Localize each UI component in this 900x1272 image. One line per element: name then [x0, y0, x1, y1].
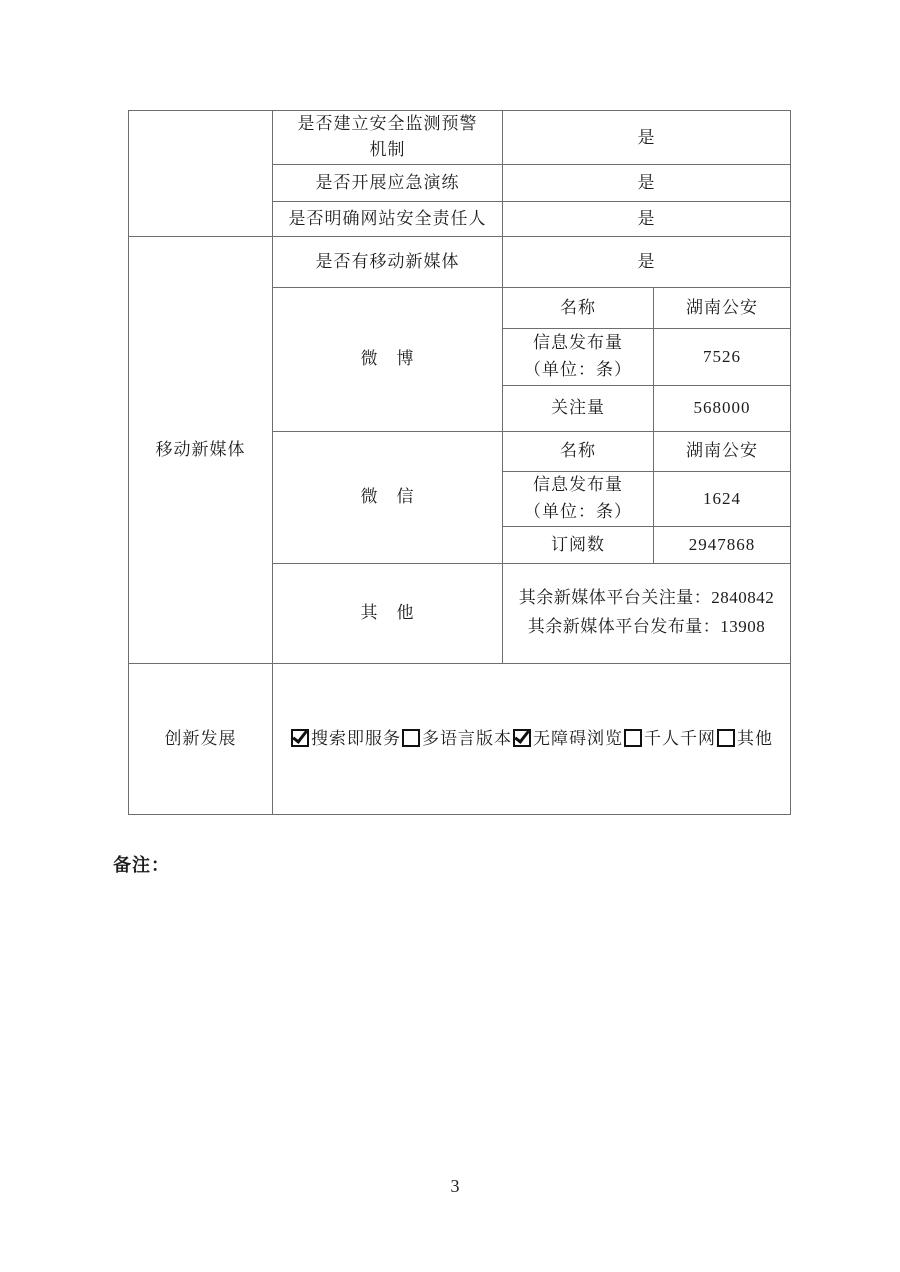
- innovation-option-label: 其他: [737, 728, 773, 748]
- checkbox-icon: [717, 729, 735, 747]
- security-question-cell: [273, 111, 503, 165]
- wechat-name-label-cell: 名称: [503, 431, 654, 471]
- checkbox-icon: [291, 729, 309, 747]
- weibo-group-cell: 微 博: [273, 287, 503, 431]
- wechat-posts-label: 信息发布量: [533, 475, 623, 495]
- annual-report-table: [128, 110, 791, 815]
- wechat-posts-value-cell: 1624: [654, 471, 791, 526]
- wechat-subscribers-label-cell: 订阅数: [503, 526, 654, 563]
- weibo-name-label-cell: 名称: [503, 287, 654, 328]
- other-media-value-cell: [503, 563, 791, 663]
- wechat-subscribers-value-cell: 2947868: [654, 526, 791, 563]
- innovation-options-cell: [273, 663, 791, 814]
- wechat-posts-unit: （单位：条）: [524, 501, 632, 521]
- security-answer-cell: 是: [503, 111, 791, 165]
- innovation-option-label: 搜索即服务: [311, 728, 401, 748]
- weibo-posts-value-cell: 7526: [654, 328, 791, 385]
- checkbox-icon: [402, 729, 420, 747]
- security-section-cell: [129, 111, 273, 237]
- innovation-option-label: 千人千网: [644, 728, 716, 748]
- security-answer-cell: 是: [503, 164, 791, 201]
- security-question-cell: 是否开展应急演练: [273, 164, 503, 201]
- section-cell-mobile-media: 移动新媒体: [129, 236, 273, 663]
- innovation-option-label: 多语言版本: [422, 728, 512, 748]
- weibo-posts-label: 信息发布量: [533, 333, 623, 353]
- security-question-cell: 是否明确网站安全责任人: [273, 201, 503, 236]
- other-media-group-cell: 其 他: [273, 563, 503, 663]
- weibo-followers-label-cell: 关注量: [503, 385, 654, 431]
- weibo-posts-unit: （单位：条）: [524, 359, 632, 379]
- page-number: 3: [450, 1176, 460, 1196]
- table-row: [129, 236, 791, 287]
- security-question-label: 机制: [369, 140, 406, 160]
- weibo-name-value-cell: 湖南公安: [654, 287, 791, 328]
- has-new-media-answer-cell: 是: [503, 236, 791, 287]
- has-new-media-question-cell: 是否有移动新媒体: [273, 236, 503, 287]
- notes-label: 备注：: [113, 855, 170, 875]
- section-cell-innovation: 创新发展: [129, 663, 273, 814]
- security-answer-cell: 是: [503, 201, 791, 236]
- weibo-posts-label-cell: [503, 328, 654, 385]
- innovation-option-label: 无障碍浏览: [533, 728, 623, 748]
- security-question-label: 是否建立安全监测预警: [297, 114, 478, 133]
- table-row: [129, 111, 791, 165]
- wechat-group-cell: 微 信: [273, 431, 503, 563]
- checkbox-icon: [513, 729, 531, 747]
- other-media-posts: 其余新媒体平台发布量：13908: [527, 617, 766, 637]
- weibo-followers-value-cell: 568000: [654, 385, 791, 431]
- wechat-name-value-cell: 湖南公安: [654, 431, 791, 471]
- checkbox-icon: [624, 729, 642, 747]
- wechat-posts-label-cell: [503, 471, 654, 526]
- other-media-followers: 其余新媒体平台关注量：2840842: [518, 588, 775, 608]
- table-row: [129, 663, 791, 814]
